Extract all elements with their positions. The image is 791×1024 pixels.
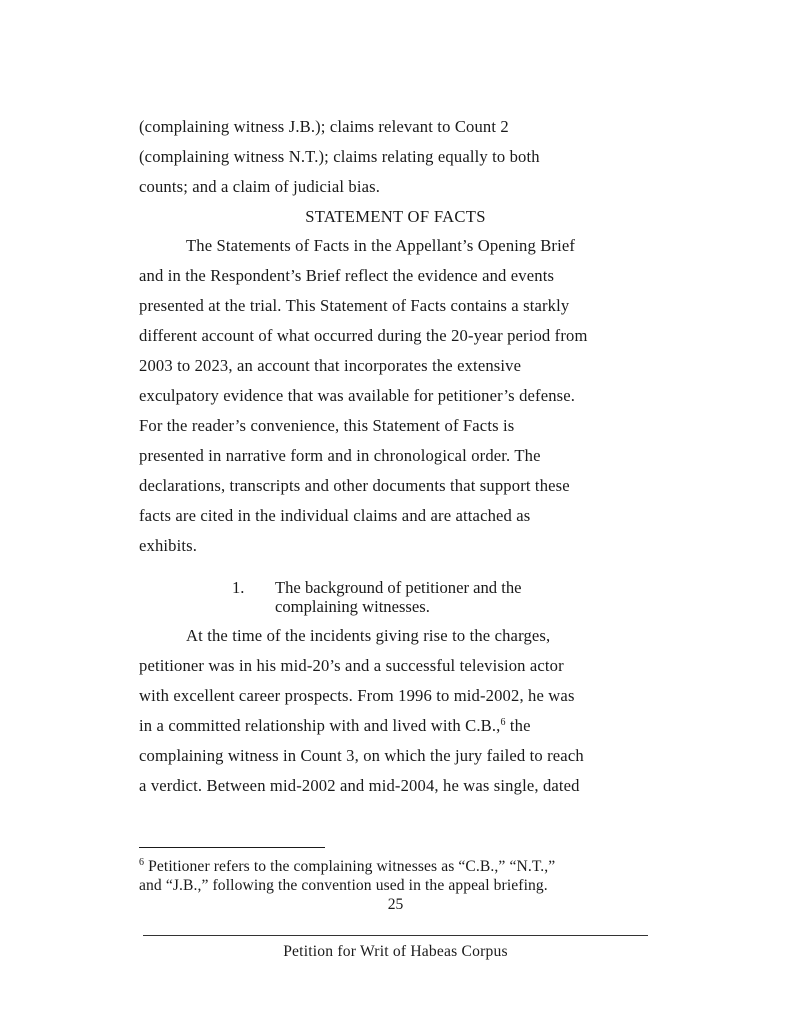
subheading-line: complaining witnesses. <box>275 597 430 616</box>
text-line: petitioner was in his mid-20’s and a successful television actor <box>139 656 564 675</box>
text-line: counts; and a claim of judicial bias. <box>139 177 381 196</box>
text-line: and in the Respondent’s Brief reflect the evidence and events <box>139 266 555 285</box>
text-line: exculpatory evidence that was available for petitioner’s defense. <box>139 386 576 405</box>
text-line: For the reader’s convenience, this Statement of Facts is <box>139 416 515 435</box>
text-span: in a committed relationship with and lived with C.B., <box>139 716 501 735</box>
footnote-line: and “J.B.,” following the convention used in the appeal briefing. <box>139 877 548 894</box>
text-span: Petitioner refers to the complaining witnesses as “C.B.,” “N.T.,” <box>144 858 556 875</box>
subheading-line: The background of petitioner and the <box>275 578 522 597</box>
footer-title: Petition for Writ of Habeas Corpus <box>283 943 508 960</box>
footer-divider <box>143 935 648 936</box>
footnote-reference[interactable]: 6 <box>500 717 506 728</box>
text-line: facts are cited in the individual claims and are attached as <box>139 506 531 525</box>
text-line: with excellent career prospects. From 1996 to mid-2002, he was <box>139 686 575 705</box>
text-line: At the time of the incidents giving rise to the charges, <box>186 626 551 645</box>
footnote-divider <box>139 847 325 848</box>
subheading-number: 1. <box>232 578 245 597</box>
text-line: (complaining witness N.T.); claims relating equally to both <box>139 147 540 166</box>
text-span: the <box>505 716 531 735</box>
page-number: 25 <box>387 896 404 913</box>
text-line: presented at the trial. This Statement of Facts contains a starkly <box>139 296 570 315</box>
text-line: The Statements of Facts in the Appellant’s Opening Brief <box>186 236 576 255</box>
text-line: complaining witness in Count 3, on which the jury failed to reach <box>139 746 584 765</box>
text-line: 2003 to 2023, an account that incorporates the extensive <box>139 356 522 375</box>
footnote-line <box>139 857 555 876</box>
text-line: different account of what occurred during the 20-year period from <box>139 326 588 345</box>
text-line: presented in narrative form and in chronological order. The <box>139 446 541 465</box>
footnote-number: 6 <box>139 857 145 868</box>
text-line: declarations, transcripts and other documents that support these <box>139 476 570 495</box>
text-line: (complaining witness J.B.); claims relevant to Count 2 <box>139 117 509 136</box>
section-heading: STATEMENT OF FACTS <box>305 207 486 226</box>
text-line: exhibits. <box>139 536 198 555</box>
text-line <box>139 716 531 736</box>
text-line: a verdict. Between mid-2002 and mid-2004, he was single, dated <box>139 776 580 795</box>
